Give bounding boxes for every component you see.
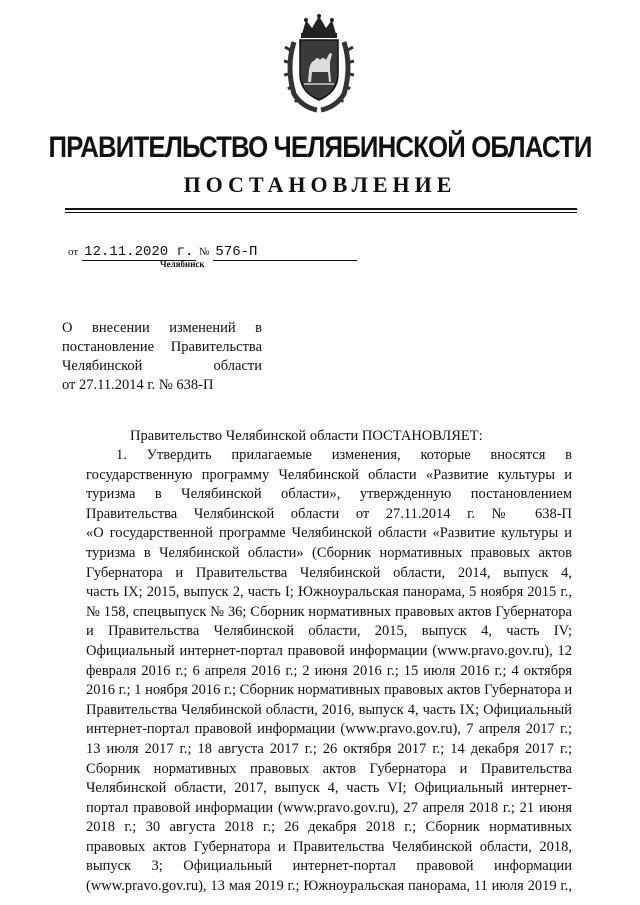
body-line: Челябинской области, 2017, выпуск 4, часть VI; Официальный интернет- [86, 780, 572, 797]
body-line: выпуск 3; Официальный интернет-портал правовой информации [86, 858, 572, 875]
city-label: Челябинск [160, 259, 205, 269]
date-value: 12.11.2020 г. [82, 244, 196, 261]
body-line: Правительства Челябинской области, 2016, выпуск 4, часть IX; Официальный [86, 701, 572, 718]
header-rule-thin [65, 212, 577, 213]
subject-line: от 27.11.2014 г. № 638-П [62, 377, 214, 393]
body-line: туризма в Челябинской области», утвержденную постановлением [86, 486, 572, 503]
body-line: Губернатора и Правительства Челябинской области, 2014, выпуск 4, [86, 564, 572, 581]
body-line: (www.pravo.gov.ru), 13 мая 2019 г.; Южноуральская панорама, 11 июля 2019 г., [86, 878, 572, 895]
number-label: № [198, 246, 210, 258]
organization-title: ПРАВИТЕЛЬСТВО ЧЕЛЯБИНСКОЙ ОБЛАСТИ [48, 131, 592, 164]
body-line: февраля 2016 г.; 6 апреля 2016 г.; 2 июня 2016 г.; 15 июля 2016 г.; 4 октября [86, 662, 572, 679]
body-line: 2018 г.; 30 августа 2018 г.; 26 декабря 2018 г.; Сборник нормативных [86, 819, 572, 836]
body-line: портал правовой информации (www.pravo.gov.ru), 27 апреля 2018 г.; 21 июня [86, 799, 572, 816]
body-line: 2016 г.; 1 ноября 2016 г.; Сборник нормативных правовых актов Губернатора и [86, 682, 572, 699]
body-line: «О государственной программе Челябинской области «Развитие культуры и [86, 525, 572, 542]
header-rule-thick [65, 208, 577, 210]
body-line: 1. Утвердить прилагаемые изменения, которые вносятся в [116, 447, 572, 463]
body-line: правовых актов Губернатора и Правительства Челябинской области, 2018, [86, 838, 572, 855]
number-value: 576-П [213, 244, 357, 261]
document-type: ПОСТАНОВЛЕНИЕ [183, 172, 457, 197]
body-line: Официальный интернет-портал правовой информации (www.pravo.gov.ru), 12 [86, 642, 572, 659]
body-line: № 158, спецвыпуск № 36; Сборник нормативных правовых актов Губернатора [86, 603, 572, 620]
coat-of-arms-emblem [284, 12, 354, 114]
body-line: часть IX; 2015, выпуск 2, часть I; Южноуральская панорама, 5 ноября 2015 г., [86, 584, 572, 601]
body-line: 13 июля 2017 г.; 18 августа 2017 г.; 26 октября 2017 г.; 14 декабря 2017 г.; [86, 740, 572, 757]
subject-line: постановление Правительства [62, 339, 262, 355]
body-line: туризма в Челябинской области» (Сборник нормативных правовых актов [86, 544, 572, 561]
body-line: и Правительства Челябинской области, 2015, выпуск 4, часть IV; [86, 623, 572, 640]
date-label: от [68, 246, 79, 258]
body-text [86, 446, 572, 897]
subject-line: О внесении изменений в [62, 320, 262, 336]
body-line: Правительства Челябинской области от 27.11.2014 г. № 638-П [86, 505, 572, 522]
subject-line: Челябинской области [62, 358, 262, 374]
body-line: государственную программу Челябинской области «Развитие культуры и [86, 466, 572, 483]
body-line: интернет-портал правовой информации (www.pravo.gov.ru), 7 апреля 2017 г.; [86, 721, 572, 738]
intro-statement: Правительство Челябинской области ПОСТАНОВЛЯЕТ: [130, 428, 483, 444]
subject-block [62, 319, 262, 395]
body-line: Сборник нормативных правовых актов Губернатора и Правительства [86, 760, 572, 777]
document-meta [68, 244, 357, 261]
